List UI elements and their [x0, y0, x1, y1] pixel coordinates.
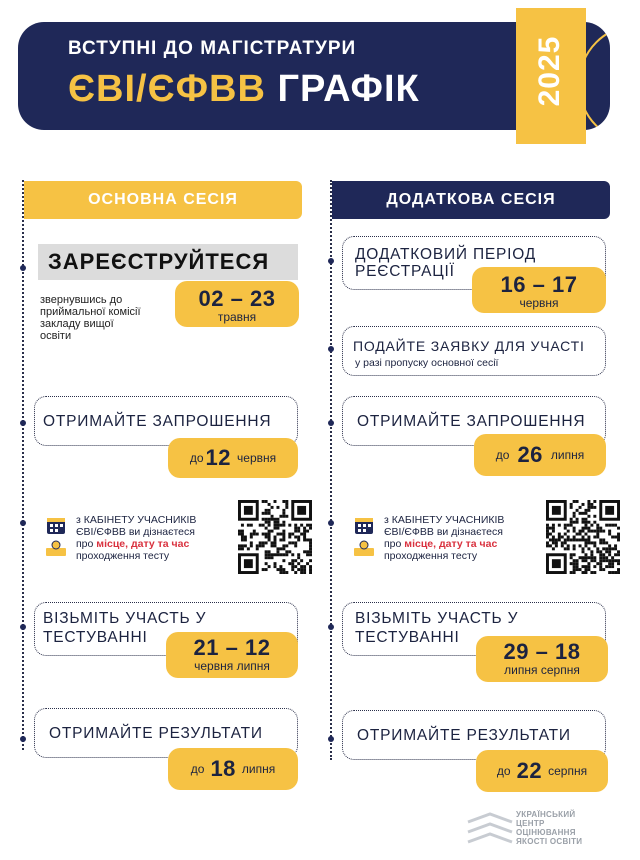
register-heading: ЗАРЕЄСТРУЙТЕСЯ	[38, 244, 298, 280]
timeline-dot	[20, 520, 26, 526]
money-icon	[44, 540, 68, 558]
timeline-line-extra	[330, 180, 332, 760]
invitation-date-pill: до 12 червня	[168, 438, 298, 478]
testing-card: ВІЗЬМІТЬ УЧАСТЬ У ТЕСТУВАННІ	[34, 602, 298, 656]
calendar-icon	[44, 514, 68, 536]
register-note: звернувшись до приймальної комісії закладу вищої освіти	[40, 294, 141, 342]
results-date-pill: до 18 липня	[168, 748, 298, 790]
timeline-dot	[20, 624, 26, 630]
timeline-dot	[20, 265, 26, 271]
timeline-dot	[328, 420, 334, 426]
extra-period-date-pill: 16 – 17 червня	[472, 267, 606, 313]
header-title-accent: ЄВІ/ЄФВВ	[68, 68, 266, 110]
apply-card: ПОДАЙТЕ ЗАЯВКУ ДЛЯ УЧАСТІ у разі пропуску основної сесії	[342, 326, 606, 376]
timeline-dot	[328, 520, 334, 526]
main-session-header: ОСНОВНА СЕСІЯ	[24, 181, 302, 219]
testing-date-pill: 29 – 18 липня серпня	[476, 636, 608, 682]
ucoqe-logo-text: УКРАЇНСЬКИЙ ЦЕНТР ОЦІНЮВАННЯ ЯКОСТІ ОСВІТИ	[516, 810, 583, 846]
timeline-dot	[328, 346, 334, 352]
timeline-dot	[328, 624, 334, 630]
results-card: ОТРИМАЙТЕ РЕЗУЛЬТАТИ	[342, 710, 606, 760]
header-title	[68, 68, 420, 111]
qr-code[interactable]	[546, 500, 620, 574]
header-title-rest: ГРАФІК	[277, 68, 420, 110]
results-card: ОТРИМАЙТЕ РЕЗУЛЬТАТИ	[34, 708, 298, 758]
timeline-dot	[20, 736, 26, 742]
timeline-dot	[328, 258, 334, 264]
results-date-pill: до 22 серпня	[476, 750, 608, 792]
invitation-card: ОТРИМАЙТЕ ЗАПРОШЕННЯ	[34, 396, 298, 446]
extra-period-card: ДОДАТКОВИЙ ПЕРІОД РЕЄСТРАЦІЇ	[342, 236, 606, 290]
invitation-card: ОТРИМАЙТЕ ЗАПРОШЕННЯ	[342, 396, 606, 446]
header-subtitle: ВСТУПНІ ДО МАГІСТРАТУРИ	[68, 38, 357, 59]
register-date-pill: 02 – 23 травня	[175, 281, 299, 327]
money-icon	[352, 540, 376, 558]
cabinet-info: з КАБІНЕТУ УЧАСНИКІВ ЄВІ/ЄФВВ ви дізнаєтеся про місце, дату та час проходження тесту	[76, 514, 197, 562]
extra-session-header: ДОДАТКОВА СЕСІЯ	[332, 181, 610, 219]
timeline-dot	[328, 736, 334, 742]
testing-date-pill: 21 – 12 червня липня	[166, 632, 298, 678]
timeline-dot	[20, 420, 26, 426]
cabinet-info: з КАБІНЕТУ УЧАСНИКІВ ЄВІ/ЄФВВ ви дізнаєтеся про місце, дату та час проходження тесту	[384, 514, 505, 562]
testing-card: ВІЗЬМІТЬ УЧАСТЬ У ТЕСТУВАННІ	[342, 602, 606, 656]
year-label: 2025	[533, 35, 566, 107]
calendar-icon	[352, 514, 376, 536]
invitation-date-pill: до 26 липня	[474, 434, 606, 476]
qr-code[interactable]	[238, 500, 312, 574]
